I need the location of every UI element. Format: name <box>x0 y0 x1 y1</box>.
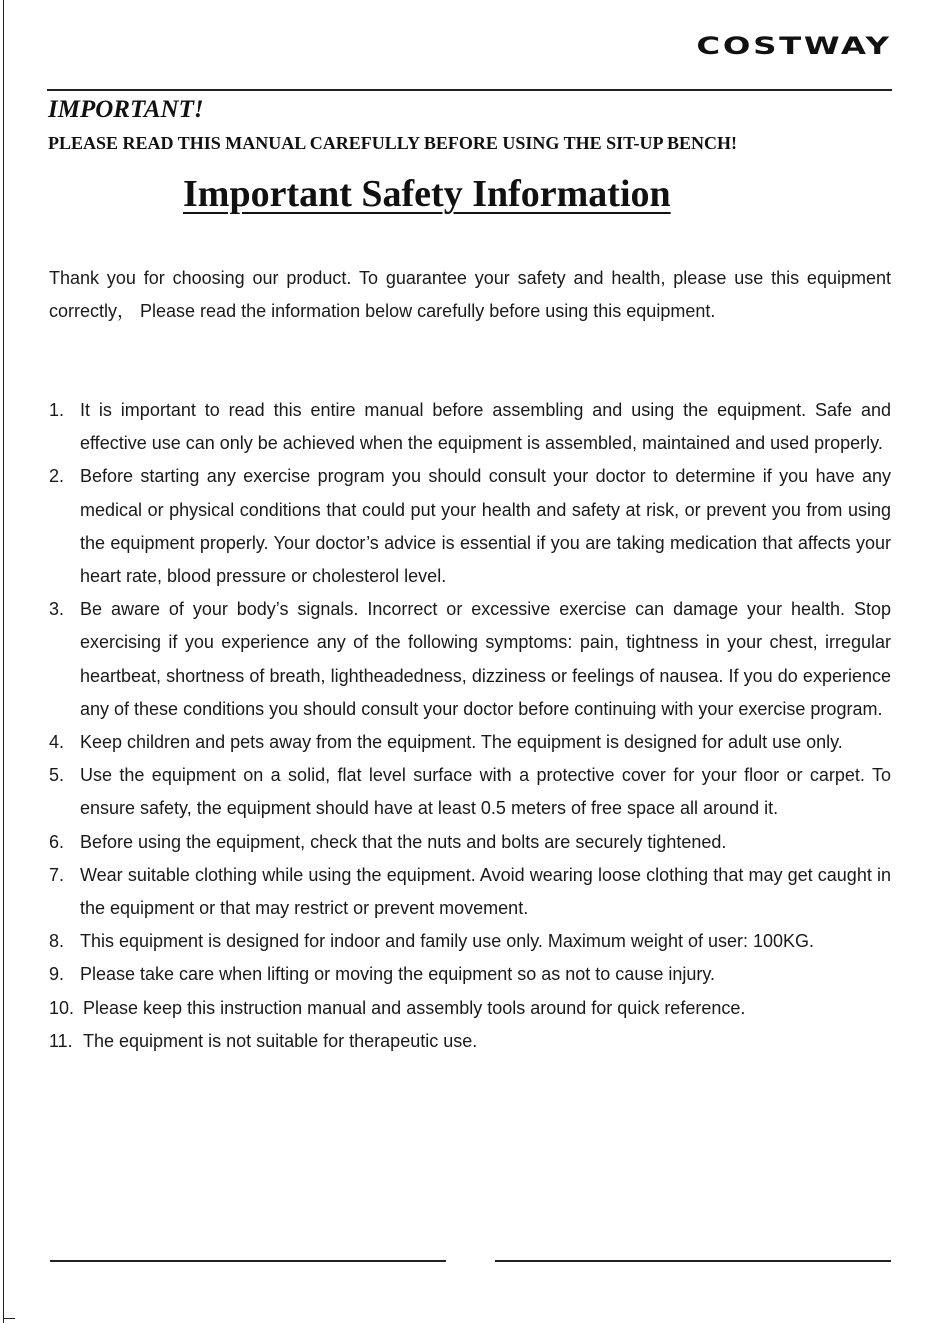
item-text: The equipment is not suitable for therapeutic use. <box>83 1030 478 1051</box>
list-item <box>49 925 891 958</box>
list-item <box>49 460 891 593</box>
list-item <box>49 394 891 460</box>
page-corner-mark <box>3 1318 15 1319</box>
item-number: 3. <box>49 599 65 620</box>
safety-list <box>49 394 891 1058</box>
item-number: 11. <box>49 1030 73 1051</box>
item-number: 6. <box>49 831 65 852</box>
item-number: 9. <box>49 964 65 985</box>
page-title: Important Safety Information <box>183 173 671 215</box>
item-number: 1. <box>49 400 65 420</box>
footer-divider-left <box>50 1260 446 1262</box>
item-number: 2. <box>49 466 65 487</box>
read-manual-warning: PLEASE READ THIS MANUAL CAREFULLY BEFORE USING THE SIT-UP BENCH! <box>48 133 737 153</box>
costway-logo: COSTWAY <box>696 32 892 60</box>
list-item <box>49 593 891 726</box>
list-item <box>49 859 891 925</box>
item-text: Please take care when lifting or moving the equipment so as not to cause injury. <box>80 964 716 985</box>
item-text: Be aware of your body’s signals. Incorrect or excessive exercise can damage your health. Stop exercising if you experience any of the following symptoms: pain, tightness in your chest, irregular heartbeat, shortness of breath, lightheadedness, dizziness or feelings of nausea. If you do experience any of these conditions you should consult your doctor before continuing with your exercise program. <box>80 599 891 719</box>
item-number: 4. <box>49 732 65 753</box>
list-item <box>49 1025 891 1058</box>
important-label: IMPORTANT! <box>48 96 204 123</box>
list-item <box>49 759 891 825</box>
item-number: 7. <box>49 864 65 885</box>
intro-paragraph: Thank you for choosing our product. To guarantee your safety and health, please use this equipment correctly， Please read the information below carefully before using this equipment. <box>49 268 891 322</box>
item-text: Wear suitable clothing while using the equipment. Avoid wearing loose clothing that may get caught in the equipment or that may restrict or prevent movement. <box>80 864 891 919</box>
item-number: 10. <box>49 997 75 1018</box>
item-text: Before using the equipment, check that the nuts and bolts are securely tightened. <box>80 831 727 852</box>
item-text: Use the equipment on a solid, flat level surface with a protective cover for your floor or carpet. To ensure safety, the equipment should have at least 0.5 meters of free space all around it. <box>80 765 891 819</box>
item-text: It is important to read this entire manual before assembling and using the equipment. Safe and effective use can only be achieved when the equipment is assembled, maintained and used properly. <box>80 400 891 454</box>
list-item <box>49 992 891 1025</box>
item-number: 8. <box>49 931 65 952</box>
list-item <box>49 826 891 859</box>
list-item <box>49 958 891 991</box>
footer-divider-right <box>495 1260 891 1262</box>
list-item <box>49 726 891 759</box>
item-number: 5. <box>49 765 65 786</box>
page-left-border <box>3 0 4 1323</box>
header-divider <box>47 89 892 91</box>
item-text: Before starting any exercise program you should consult your doctor to determine if you have any medical or physical conditions that could put your health and safety at risk, or prevent you from using the equipment properly. Your doctor’s advice is essential if you are taking medication that affects your heart rate, blood pressure or cholesterol level. <box>80 466 891 587</box>
item-text: Keep children and pets away from the equipment. The equipment is designed for adult use only. <box>80 732 843 753</box>
item-text: Please keep this instruction manual and assembly tools around for quick reference. <box>83 997 746 1018</box>
item-text: This equipment is designed for indoor and family use only. Maximum weight of user: 100KG. <box>80 931 815 952</box>
